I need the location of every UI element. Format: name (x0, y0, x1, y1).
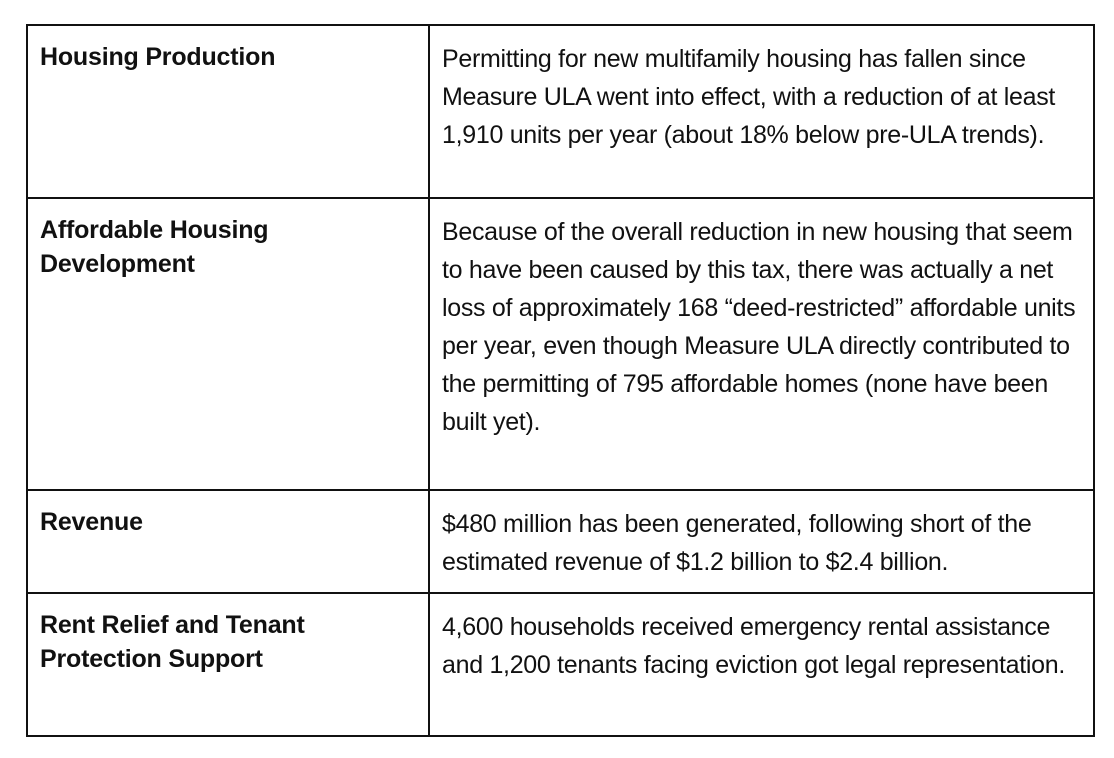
topic-cell-revenue: Revenue (27, 490, 429, 593)
detail-cell-affordable-housing: Because of the overall reduction in new housing that seem to have been caused by this tax, there was actually a net loss of approximately 168 “deed-restricted” affordable units per year, even though Measure ULA directly contributed to the permitting of 795 affordable homes (none have been built yet). (429, 198, 1094, 490)
topic-cell-rent-relief: Rent Relief and Tenant Protection Support (27, 593, 429, 736)
topic-cell-housing-production: Housing Production (27, 25, 429, 198)
table-row (27, 490, 1094, 593)
detail-cell-housing-production: Permitting for new multifamily housing has fallen since Measure ULA went into effect, with a reduction of at least 1,910 units per year (about 18% below pre-ULA trends). (429, 25, 1094, 198)
table-row (27, 25, 1094, 198)
topic-cell-affordable-housing: Affordable Housing Development (27, 198, 429, 490)
detail-cell-rent-relief: 4,600 households received emergency rental assistance and 1,200 tenants facing eviction got legal representation. (429, 593, 1094, 736)
summary-table (26, 24, 1095, 737)
table-row (27, 198, 1094, 490)
detail-cell-revenue: $480 million has been generated, following short of the estimated revenue of $1.2 billion to $2.4 billion. (429, 490, 1094, 593)
table-row (27, 593, 1094, 736)
